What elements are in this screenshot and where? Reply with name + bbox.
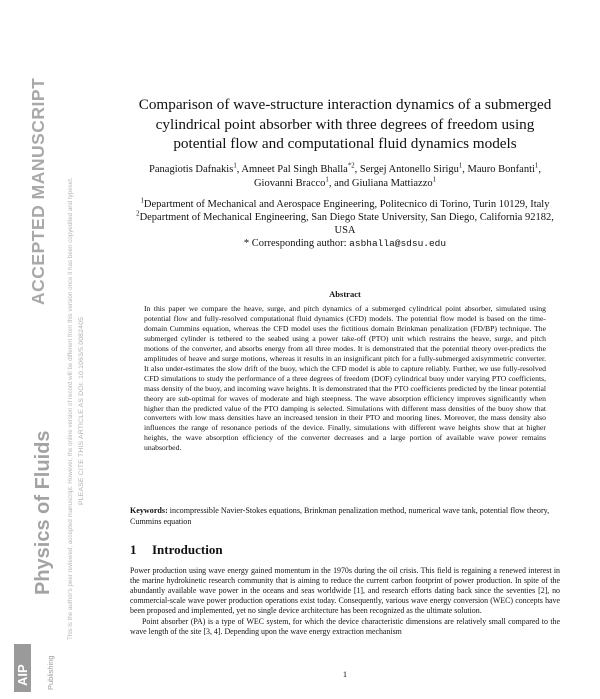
corresponding-author: * Corresponding author: asbhalla@sdsu.edu [243, 238, 447, 249]
keywords-text: incompressible Navier-Stokes equations, Brinkman penalization method, numerical wave tank, potential flow theory, Cummins equation [130, 506, 550, 526]
section-title: Introduction [152, 542, 223, 557]
affiliation: $^2$Department of Mechanical Engineering, San Diego State University, San Diego, California 92182, USA [136, 210, 554, 236]
manuscript-notice: This is the author's peer reviewed, accepted manuscript. However, the online version of record will be different from this version once it has been copyedited and typeset. [67, 177, 74, 640]
keywords-label: Keywords: [130, 506, 168, 515]
introduction-body [130, 566, 560, 637]
abstract-heading: Abstract [329, 289, 361, 299]
author: Giovanni Bracco [253, 178, 326, 189]
author: Sergej Antonello Sirigu [359, 164, 459, 175]
affiliation: $^1$Department of Mechanical and Aerospace Engineering, Politecnico di Torino, Turin 10129, Italy [140, 197, 550, 210]
section-heading [130, 542, 560, 558]
paper-title: Comparison of wave-structure interaction dynamics of a submerged cylindrical point absorber with three degrees of freedom using potential flow and computational fluid dynamics models [138, 96, 552, 152]
author: Panagiotis Dafnakis [149, 164, 234, 175]
aip-logo-text: AIP [15, 664, 30, 686]
corresponding-email[interactable]: asbhalla@sdsu.edu [349, 238, 447, 249]
affiliations [130, 198, 560, 250]
journal-name: Physics of Fluids [32, 430, 54, 595]
keywords [130, 506, 560, 527]
paragraph: Point absorber (PA) is a type of WEC system, for which the device characteristic dimensions are relatively small compared to the wave length of the site [3, 4]. Depending upon the wave energy extraction mechanism [130, 617, 560, 636]
page-number: 1 [342, 669, 348, 679]
publishing-label: Publishing [46, 655, 55, 690]
author-list: Panagiotis Dafnakis$^1$, Amneet Pal Singh Bhalla$^{*2}$, Sergej Antonello Sirigu$^1$, Mauro Bonfanti$^1$, Giovanni Bracco$^1$, and Giuliana Mattiazzo$^1$ [149, 162, 541, 189]
aip-publishing-logo [14, 644, 56, 692]
abstract-text: In this paper we compare the heave, surge, and pitch dynamics of a submerged cylindrical point absorber, simulated using potential flow and fully-resolved computational fluid dynamics (CFD) models. The potential flow model is based on the time-domain Cummins equation, whereas the CFD model uses the fictitious domain Brinkman penalization (FD/BP) technique. The submerged cylinder is tethered to the seabed using a power take-off (PTO) unit which restrains the heave, surge, and pitch motions of the converter, and absorbs energy from all three modes. It is demonstrated that the potential theory over-predicts the amplitudes of heave and surge motions, whereas it results in an insignificant pitch for a fully-submerged axisymmetric converter. It also under-estimates the slow drift of the buoy, which the CFD model is able to capture reliably. Further, we use fully-resolved CFD simulations to study the performance of a three degrees of freedom (DOF) cylindrical buoy under varying PTO coefficients, mass density of the buoy, and incoming wave heights. It is demonstrated that the PTO coefficients predicted by the linear potential theory are sub-optimal for waves of moderate and high steepness. The wave absorption efficiency improves significantly when higher than the predicted value of the PTO damping is selected. Simulations with different mass densities of the buoy show that converters with low mass densities have an increased tension in their PTO and mooring lines. Moreover, the mass density also influences the range of resonance periods of the device. Finally, simulations with different wave heights show that at higher heights, the wave absorption efficiency of the converter decreases and a large portion of available wave power remains unabsorbed. [144, 304, 546, 453]
author: Amneet Pal Singh Bhalla [241, 164, 348, 175]
author: Giuliana Mattiazzo [351, 178, 433, 189]
doi-notice: PLEASE CITE THIS ARTICLE AS DOI: 10.1063/5.0082405 [78, 316, 85, 505]
manuscript-status: ACCEPTED MANUSCRIPT [28, 77, 48, 305]
author: Mauro Bonfanti [467, 164, 535, 175]
section-number: 1 [130, 542, 137, 557]
paragraph: Power production using wave energy gained momentum in the 1970s during the oil crisis. This field is regaining a renewed interest in the marine hydrokinetic research community that is aiming to reduce the current carbon footprint of power production. In spite of the abundantly available wave power in the oceans and seas worldwide [1], and research efforts dating back since the seventies [2], no commercial-scale wave power production operations exist today. Consequently, various wave energy conversion (WEC) concepts have been proposed and implemented, yet no single device architecture has been recognized as the ultimate solution. [130, 566, 560, 615]
journal-banner [0, 0, 95, 699]
